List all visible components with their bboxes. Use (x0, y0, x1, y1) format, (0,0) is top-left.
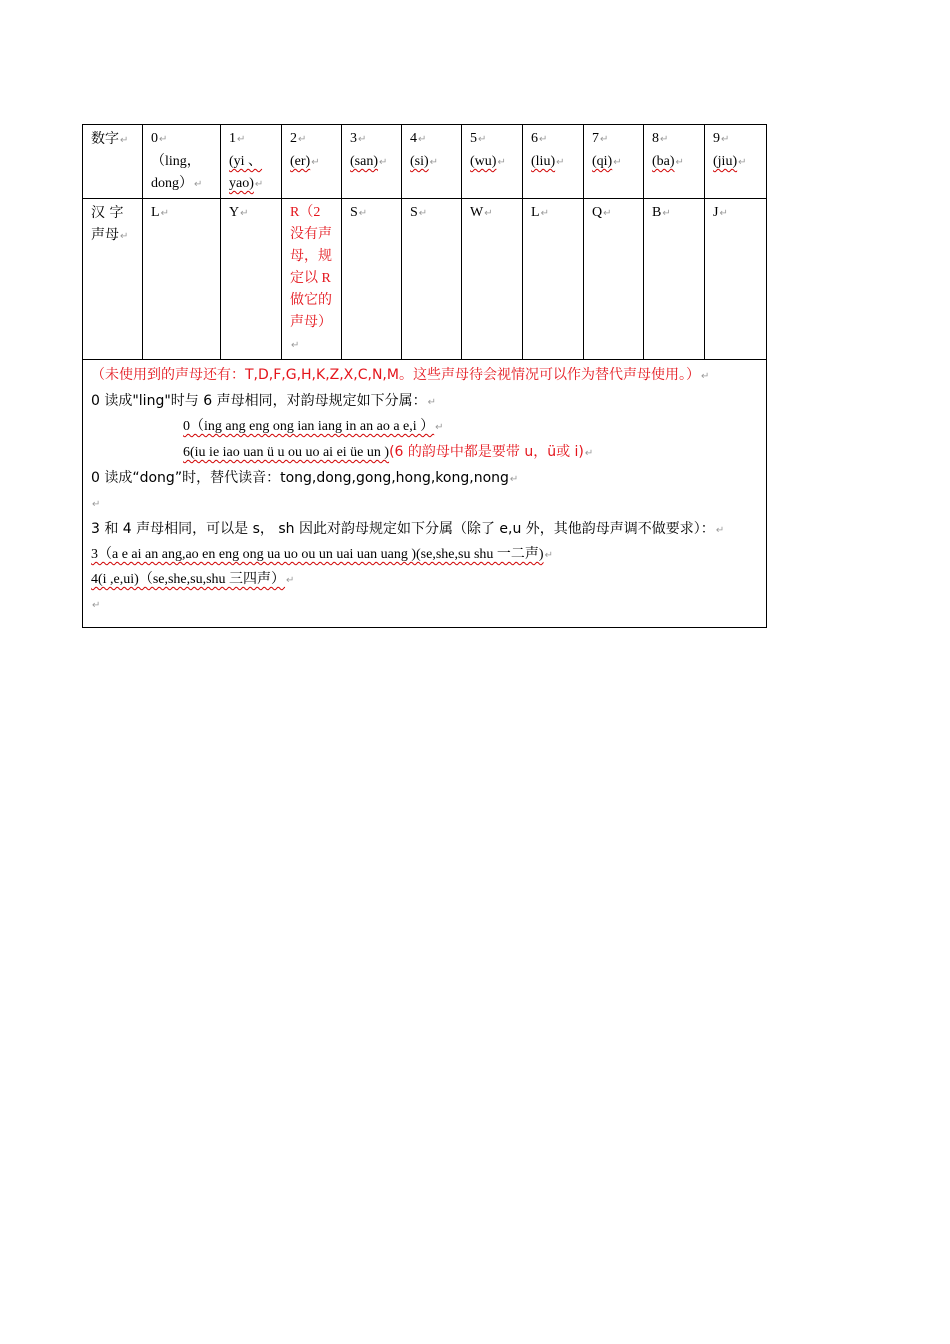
initial-cell-5: W↵ (462, 199, 523, 360)
digit-cell-1: 1↵ (yi 、yao)↵ (221, 125, 282, 199)
zero-dong: 0 读成“dong”时，替代读音：tong,dong,gong,hong,kong,nong↵ (91, 470, 519, 486)
initial-cell-4: S↵ (402, 199, 462, 360)
digit-initial-table (82, 124, 767, 628)
notes-cell (83, 360, 767, 628)
digit-cell-0: 0↵ （ling，dong）↵ (143, 125, 221, 199)
digit-cell-9: 9↵ (jiu)↵ (705, 125, 767, 199)
blank-line-1: ↵ (92, 499, 101, 510)
digit-cell-7: 7↵ (qi)↵ (584, 125, 644, 199)
initials-label-cell: 汉 字 声母↵ (83, 199, 143, 360)
initial-cell-6: L↵ (523, 199, 584, 360)
four-finals: 4(i ,e,ui)（se,she,su,shu 三四声）↵ (91, 572, 295, 587)
initial-row (83, 199, 767, 360)
initial-cell-0: L↵ (143, 199, 221, 360)
digit-cell-5: 5↵ (wu)↵ (462, 125, 523, 199)
initial-cell-1: Y↵ (221, 199, 282, 360)
six-finals: 6(iu ie iao uan ü u ou uo ai ei üe un )(6 的韵母中都是要带 u，ü或 i)↵ (183, 444, 594, 460)
header-label-cell: 数字↵ (83, 125, 143, 199)
digit-cell-4: 4↵ (si)↵ (402, 125, 462, 199)
initial-cell-8: B↵ (644, 199, 705, 360)
digit-cell-3: 3↵ (san)↵ (342, 125, 402, 199)
initial-cell-2: R（2 没有声母，规定以 R 做它的声母）↵ (282, 199, 342, 360)
digit-row (83, 125, 767, 199)
unused-initials-note: （未使用到的声母还有：T,D,F,G,H,K,Z,X,C,N,M。这些声母待会视情况可以作为替代声母使用。）↵ (91, 367, 710, 383)
blank-line-2: ↵ (92, 600, 101, 611)
three-four-intro: 3 和 4 声母相同，可以是 s， sh 因此对韵母规定如下分属（除了 e,u 外，其他韵母声调不做要求）：↵ (91, 521, 725, 537)
initial-cell-9: J↵ (705, 199, 767, 360)
notes-row (83, 360, 767, 628)
three-finals: 3（a e ai an ang,ao en eng ong ua uo ou un uai uan uang )(se,she,su shu 一二声)↵ (91, 547, 553, 562)
digit-cell-6: 6↵ (liu)↵ (523, 125, 584, 199)
digit-cell-8: 8↵ (ba)↵ (644, 125, 705, 199)
initial-cell-7: Q↵ (584, 199, 644, 360)
zero-finals: 0（ing ang eng ong ian iang in an ao a e,i ）↵ (183, 419, 444, 434)
initial-cell-3: S↵ (342, 199, 402, 360)
document-page (82, 124, 766, 628)
zero-ling-intro: 0 读成"ling"时与 6 声母相同，对韵母规定如下分属：↵ (91, 393, 436, 409)
digit-cell-2: 2↵ (er)↵ (282, 125, 342, 199)
